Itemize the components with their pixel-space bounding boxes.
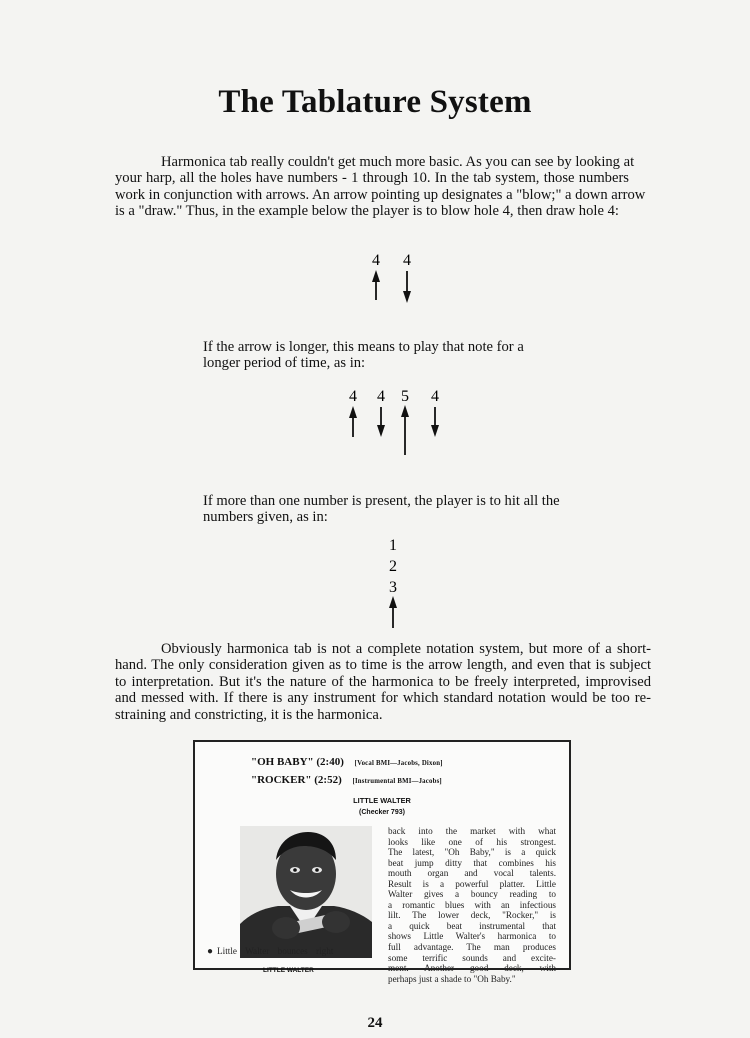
review-line: Result is a powerful platter. Little	[388, 878, 556, 889]
bullet-icon: ●	[207, 946, 214, 957]
review-line: Walter gives a bouncy reading to	[388, 889, 556, 900]
draw-arrow-icon	[431, 407, 439, 437]
conclusion-line: and messed with. If there is any instrument for which standard notation would be too re-	[115, 690, 651, 707]
blow-arrow-icon	[372, 270, 380, 300]
tab-hole-number: 4	[403, 252, 411, 269]
tab-hole-number: 4	[349, 388, 357, 405]
record-review-clipping	[193, 740, 571, 984]
conclusion-paragraph	[115, 641, 651, 723]
intro-paragraph	[115, 154, 646, 220]
review-line: a quick beat instrumental that	[388, 920, 556, 931]
intro-line: work in conjunction with arrows. An arrow pointing up designates a "blow;" a down arrow	[115, 186, 646, 203]
review-line: shows Little Walter's harmonica to	[388, 931, 556, 942]
tab-hole-number: 4	[372, 252, 380, 269]
review-line: looks like one of his strongest.	[388, 836, 556, 847]
song-credit: [Vocal BMI—Jacobs, Dixon]	[354, 760, 443, 767]
review-line: mouth organ and vocal talents.	[388, 868, 556, 879]
review-lead-line: Little Walter bounces right	[217, 946, 334, 956]
draw-arrow-icon	[403, 271, 411, 303]
review-line: some terrific sounds and excite-	[388, 952, 556, 963]
intro-line: Harmonica tab really couldn't get much more basic. As you can see by looking at	[161, 154, 635, 170]
review-line: a romantic blues with an infectious	[388, 899, 556, 910]
draw-arrow-icon	[377, 407, 385, 437]
review-line: beat jump ditty that combines his	[388, 857, 556, 868]
tab-hole-number: 4	[431, 388, 439, 405]
page-title: The Tablature System	[218, 84, 532, 120]
conclusion-line: to interpretation. But it's the nature of the harmonica to be freely interpreted, improvised	[115, 673, 651, 690]
artist-photo	[240, 826, 372, 958]
song-title: "ROCKER" (2:52)	[251, 774, 342, 786]
page-number: 24	[367, 1015, 383, 1031]
longer-arrow-line: longer period of time, as in:	[203, 355, 366, 372]
conclusion-line: Obviously harmonica tab is not a complete notation system, but more of a short-	[161, 641, 651, 657]
longer-arrow-line: If the arrow is longer, this means to play that note for a	[203, 339, 524, 355]
song-credit: [Instrumental BMI—Jacobs]	[352, 778, 442, 785]
blow-arrow-icon	[349, 406, 357, 437]
review-line: ment. Another good deck, with	[388, 963, 556, 974]
multiple-numbers-line: numbers given, as in:	[203, 509, 328, 526]
tab-hole-number: 1	[389, 537, 397, 554]
tab-example-2	[340, 385, 450, 460]
review-line: perhaps just a shade to "Oh Baby."	[388, 973, 516, 984]
tab-hole-number: 2	[389, 558, 397, 575]
photo-caption: LITTLE WALTER	[263, 967, 314, 974]
catalog-number: (Checker 793)	[359, 809, 405, 816]
review-line: full advantage. The man produces	[388, 942, 556, 953]
tab-example-1	[360, 246, 420, 306]
multiple-numbers-line: If more than one number is present, the player is to hit all the	[203, 493, 560, 509]
intro-line: is a "draw." Thus, in the example below the player is to blow hole 4, then draw hole 4:	[115, 203, 619, 220]
review-line: back into the market with what	[388, 826, 556, 836]
multiple-numbers-paragraph	[203, 493, 563, 526]
conclusion-line: straining and constricting, it is the harmonica.	[115, 706, 383, 723]
blow-arrow-icon	[389, 596, 397, 628]
conclusion-line: hand. The only consideration given as to time is the arrow length, and even that is subject	[115, 657, 651, 674]
tab-example-3	[380, 532, 410, 632]
tab-hole-number: 5	[401, 388, 409, 405]
tab-hole-number: 3	[389, 579, 397, 596]
review-line: The latest, "Oh Baby," is a quick	[388, 847, 556, 858]
longer-arrow-paragraph	[203, 339, 561, 372]
tab-hole-number: 4	[377, 388, 385, 405]
intro-line: your harp, all the holes have numbers - 1 through 10. In the tab system, those numbers	[115, 170, 629, 187]
blow-arrow-long-icon	[401, 405, 409, 455]
song-title: "OH BABY" (2:40)	[251, 756, 344, 768]
artist-name: LITTLE WALTER	[353, 796, 411, 805]
review-text	[388, 826, 556, 984]
review-line: lilt. The lower deck, "Rocker," is	[388, 910, 556, 921]
